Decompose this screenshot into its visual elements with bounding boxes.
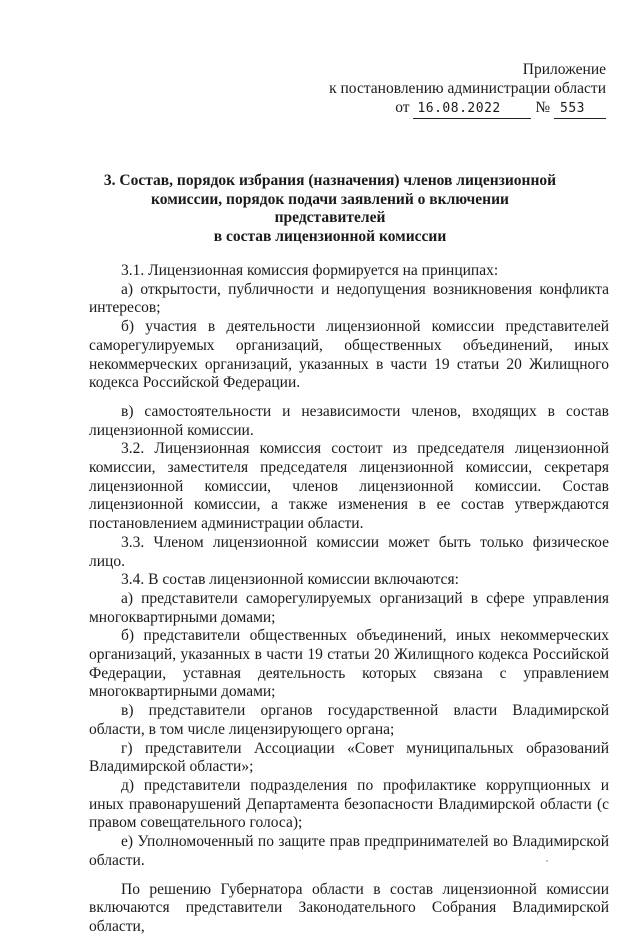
paragraph-3-4-v: в) представители органов государственной власти Владимирской области, в том числе лицензирующего органа;	[89, 702, 609, 738]
paragraph-3-4-d: д) представители подразделения по профилактике коррупционных и иных правонарушений Департамента безопасности Владимирской области (с правом совещательного голоса);	[89, 776, 609, 832]
decree-date	[413, 98, 531, 119]
section-title-line: 3. Состав, порядок избрания (назначения) членов лицензионной	[103, 172, 557, 189]
appendix-subtitle: к постановлению администрации области	[329, 80, 606, 97]
section-title	[100, 172, 560, 246]
scan-speck	[546, 860, 548, 862]
decree-date-value: 16.08.2022	[417, 101, 501, 116]
section-title-line: комиссии, порядок подачи заявлений о включении представителей	[151, 190, 509, 226]
paragraph-3-1: 3.1. Лицензионная комиссия формируется на принципах:	[121, 262, 499, 279]
paragraph-3-1-a: а) открытости, публичности и недопущения возникновения конфликта интересов;	[89, 280, 609, 317]
paragraph-3-4-a: а) представители саморегулируемых организаций в сфере управления многоквартирными домами;	[89, 589, 609, 626]
paragraph-3-4-g: г) представители Ассоциации «Совет муниципальных образований Владимирской области»;	[89, 739, 609, 776]
document-body	[89, 262, 609, 937]
paragraph-governor-decision: По решению Губернатора области в состав лицензионной комиссии включаются представители Законодательного Собрания Владимирской области,	[89, 880, 609, 935]
paragraph-3-1-v: в) самостоятельности и независимости членов, входящих в состав лицензионной комиссии.	[89, 402, 609, 439]
appendix-date-line	[395, 98, 606, 119]
paragraph-3-4-b: б) представители общественных объединений, иных некоммерческих организаций, указанных в части 19 статьи 20 Жилищного кодекса Российской Федерации, уставная деятельность которых связана с управлением многоквартирными домами;	[89, 627, 609, 701]
section-title-line: в состав лицензионной комиссии	[213, 227, 447, 245]
appendix-title: Приложение	[522, 61, 606, 78]
decree-number-value: 553	[560, 101, 585, 116]
number-prefix: №	[535, 99, 551, 116]
paragraph-3-4: 3.4. В состав лицензионной комиссии включаются:	[121, 571, 459, 589]
date-prefix: от	[395, 99, 410, 116]
paragraph-3-3: 3.3. Членом лицензионной комиссии может быть только физическое лицо.	[89, 533, 609, 570]
paragraph-3-4-e: е) Уполномоченный по защите прав предпринимателей во Владимирской области.	[89, 833, 609, 869]
decree-number	[554, 98, 606, 119]
appendix-header	[306, 60, 606, 119]
paragraph-3-1-b: б) участия в деятельности лицензионной комиссии представителей саморегулируемых организаций, общественных объединений, иных некоммерческих организаций, указанных в части 19 статьи 20 Жилищного кодекса Российской Федерации.	[89, 318, 609, 392]
paragraph-3-2: 3.2. Лицензионная комиссия состоит из председателя лицензионной комиссии, заместителя председателя лицензионной комиссии, секретаря лицензионной комиссии, членов лицензионной комиссии. Состав лицензионной комиссии, а также изменения в ее состав утверждаются постановлением администрации области.	[89, 440, 609, 533]
